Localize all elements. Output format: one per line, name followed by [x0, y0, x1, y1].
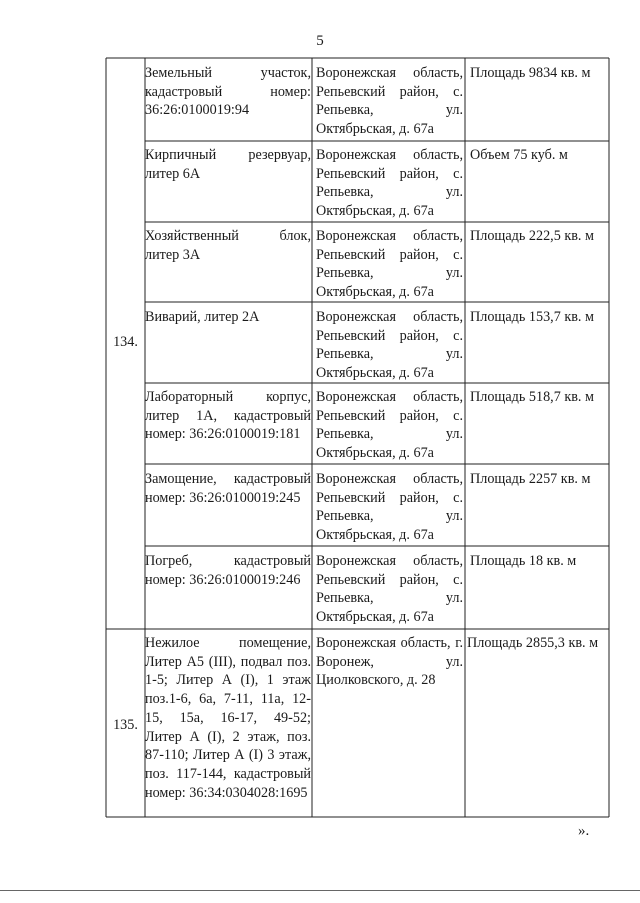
object-description: Кирпичный резервуар, литер 6А: [145, 147, 311, 182]
object-measure: Площадь 18 кв. м: [470, 553, 577, 569]
object-description: Лабораторный корпус, литер 1А, кадастровый номер: 36:26:0100019:181: [145, 389, 311, 443]
object-address: Воронежская область, Репьевский район, с. Репьевка, ул. Октябрьская, д. 67а: [316, 147, 463, 220]
object-description: Замощение, кадастровый номер: 36:26:0100019:245: [145, 471, 311, 506]
object-address: Воронежская область, Репьевский район, с. Репьевка, ул. Октябрьская, д. 67а: [316, 471, 463, 544]
object-address: Воронежская область, Репьевский район, с. Репьевка, ул. Октябрьская, д. 67а: [316, 553, 463, 626]
row-number-134: 134.: [113, 334, 138, 350]
object-measure: Площадь 9834 кв. м: [470, 65, 591, 81]
object-address: Воронежская область, г. Воронеж, ул. Циолковского, д. 28: [316, 635, 463, 689]
object-address: Воронежская область, Репьевский район, с. Репьевка, ул. Октябрьская, д. 67а: [316, 228, 463, 301]
row-number-135: 135.: [113, 717, 138, 733]
page-bottom-divider: [0, 890, 640, 891]
object-measure: Площадь 518,7 кв. м: [470, 389, 595, 405]
object-measure: Площадь 2257 кв. м: [470, 471, 591, 487]
page-number: 5: [316, 33, 324, 49]
object-address: Воронежская область, Репьевский район, с. Репьевка, ул. Октябрьская, д. 67а: [316, 389, 463, 462]
object-description: Виварий, литер 2А: [145, 309, 260, 325]
object-measure: Площадь 222,5 кв. м: [470, 228, 595, 244]
object-measure: Объем 75 куб. м: [470, 147, 568, 163]
object-measure: Площадь 153,7 кв. м: [470, 309, 595, 325]
object-address: Воронежская область, Репьевский район, с. Репьевка, ул. Октябрьская, д. 67а: [316, 309, 463, 382]
object-description: Нежилое помещение, Литер А5 (III), подвал поз. 1-5; Литер А (I), 1 этаж поз.1-6, 6а, 7-11, 11а, 12-15, 15а, 16-17, 49-52; Литер А (I), 2 этаж, поз. 87-110; Литер А (I) 3 этаж, поз. 117-144, кадастровый номер: 36:34:0304028:1695: [145, 635, 311, 801]
object-description: Земельный участок, кадастровый номер: 36:26:0100019:94: [145, 65, 311, 119]
object-description: Хозяйственный блок, литер 3А: [145, 228, 311, 263]
object-address: Воронежская область, Репьевский район, с. Репьевка, ул. Октябрьская, д. 67а: [316, 65, 463, 138]
closing-quote-mark: ».: [578, 823, 590, 839]
object-measure: Площадь 2855,3 кв. м: [467, 635, 599, 651]
object-description: Погреб, кадастровый номер: 36:26:0100019:246: [145, 553, 311, 588]
